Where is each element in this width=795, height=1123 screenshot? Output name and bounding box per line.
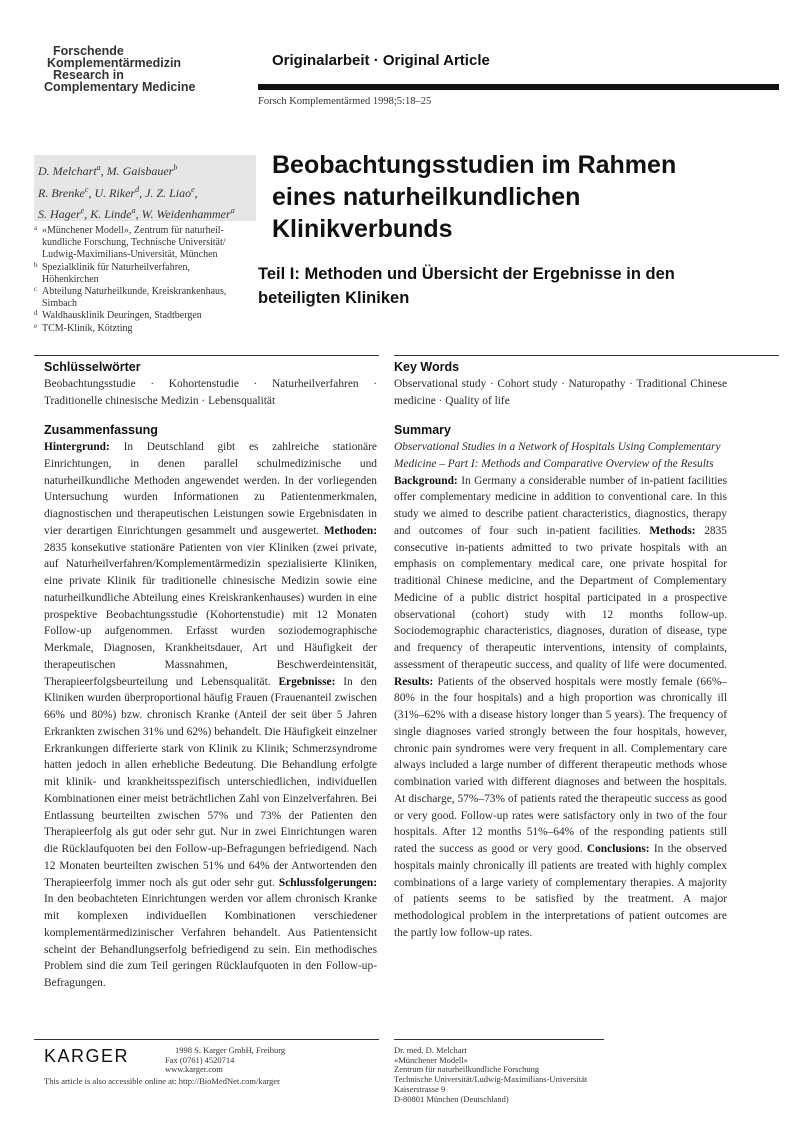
- affiliation-line: Abteilung Naturheilkunde, Kreiskrankenhaus,: [42, 286, 227, 298]
- article-subtitle: [258, 262, 783, 310]
- journal-line-3: Research in: [53, 68, 124, 82]
- section-label: Ergebnisse:: [278, 675, 336, 688]
- address-line: Dr. med. D. Melchart: [394, 1045, 467, 1055]
- abstract-text: In den Kliniken wurden überproportional häufig Frauen (Frauenanteil zwischen 66% und 80%) bzw. chronisch Kranke (Anteil der seit über 5 Jahren Erkrankten zwischen 31% und 62%) behandelt. Die Häufigkeit einzelner Erkrankungen differierte stark von Klinik zu Klinik; Schmerzsyndrome hatten jedoch in allen erhebliche Bedeutung. Die Behandlung erfolgte mit klinik- und krankheitsspezifisch unterschiedlichen, individuellen Kombinationen einer meist beträchtlichen Zahl von Einzelverfahren. Bei Entlassung beurteilten zwischen 57% und 73% der Patienten den Therapieerfolg als gut oder sehr gut. Nur in zwei Einrichtungen waren die Rücklaufquoten bei den Follow-up-Befragungen befriedigend. Nach 12 Monaten beurteilten zwischen 51% und 64% der Antwortenden den Therapieerfolg immer noch als gut oder sehr gut.: [44, 675, 377, 889]
- publisher-logo: KARGER: [44, 1046, 130, 1066]
- author-name: D. Melchart: [38, 164, 97, 178]
- affiliation-key: d: [34, 309, 38, 318]
- affiliation-line: TCM-Klinik, Kötzting: [42, 322, 133, 334]
- author-name: R. Brenke: [38, 185, 85, 200]
- abstract-text: 2835 konsekutive stationäre Patienten von vier Kliniken (zwei private, auf Naturheilverfahren/Komplementärmedizin spezialisierte Kliniken, eine private Klinik für traditionelle chinesische Medizin sowie eine naturheilkundliche Abteilung eines Kreiskrankenhauses) wurden in eine prospektive Beobachtungsstudie (Kohortenstudie) mit 12 Monaten Follow-up aufgenommen. Erfasst wurden soziodemographische Merkmale, Diagnosen, Krankheitsdauer, Art und Häufigkeit der therapeutischen Massnahmen, Beschwerdeintensität, Therapieerfolgsbeurteilung und Lebensqualität.: [44, 541, 377, 688]
- abstract-text: In the observed hospitals mainly chronically ill patients are treated with highly complex combinations of a large variety of complementary therapies. A majority of patients seems to be satisfied by the treatment. A major methodological problem in the interpretations of patient outcomes are the partly low follow-up rates.: [394, 843, 727, 939]
- affiliation-line: Ludwig-Maximilians-Universität, München: [42, 249, 218, 261]
- affiliation-line: «Münchener Modell», Zentrum für naturheil-: [42, 225, 224, 236]
- affiliation-line: Spezialklinik für Naturheilverfahren,: [42, 261, 190, 273]
- author-separator: ,: [84, 207, 91, 221]
- author-name: U. Riker: [94, 185, 136, 200]
- section-label: Hintergrund:: [44, 441, 110, 453]
- abstract-text: In Deutschland gibt es zahlreiche stationäre Einrichtungen, in denen parallel schulmedizinische und naturheilkundliche Methoden angewendet werden. In der vorliegenden Untersuchung wurden Informationen zu Patientenmerkmalen, diagnostischen und therapeutischen Leistungen sowie Ergebnisdaten in vier derartigen Einrichtungen gesammelt und ausgewertet.: [44, 441, 377, 537]
- abstract-de: [44, 439, 377, 992]
- author-sup: a: [96, 163, 101, 172]
- abstract-en: [394, 473, 727, 942]
- journal-name: [44, 45, 195, 93]
- author-line-3: [38, 202, 252, 224]
- author-name: W. Weidenhammer: [141, 207, 231, 221]
- address-line: «Münchener Modell»: [394, 1054, 468, 1065]
- section-label: Methods:: [649, 524, 696, 537]
- keywords-heading-de: Schlüsselwörter: [44, 360, 141, 374]
- affiliation-a: [34, 225, 256, 262]
- footer-right-rule: [394, 1039, 604, 1040]
- keywords-en: Observational study · Cohort study · Naturopathy · Traditional Chinese medicine · Quality of life: [394, 377, 727, 407]
- author-sup: e: [191, 184, 195, 194]
- online-access-note: This article is also accessible online at: http://BioMedNet.com/karger: [44, 1076, 280, 1086]
- affiliation-line: Waldhausklinik Deuringen, Stadtbergen: [42, 310, 202, 322]
- citation: Forsch Komplementärmed 1998;5:18–25: [258, 96, 432, 107]
- keywords-heading-en: Key Words: [394, 360, 460, 374]
- author-separator: ,: [194, 185, 198, 200]
- abstract-text: In den beobachteten Einrichtungen werden vor allem chronisch Kranke mit komplexen individuellen Kombinationen verschiedener komplementärmedizinischer Verfahren behandelt. Aus Patientensicht scheint der Behandlungserfolg befriedigend zu sein. Ein methodisches Problem sind die zum Teil geringen Rücklaufquoten in den Follow-up-Befragungen.: [44, 893, 377, 989]
- section-label: Results:: [394, 675, 434, 688]
- german-column: [44, 359, 377, 992]
- address-line: Kaiserstrasse 9: [394, 1083, 446, 1094]
- summary-heading-en: Summary: [394, 423, 451, 438]
- affiliation-key: a: [34, 224, 38, 232]
- author-separator: ,: [88, 185, 95, 200]
- affiliation-d: [34, 310, 256, 322]
- affiliation-line: Simbach: [42, 298, 77, 310]
- affiliations: [34, 225, 256, 335]
- journal-line-4: Complementary Medicine: [44, 80, 196, 94]
- abstract-text: In Germany a considerable number of in-patient facilities offer complementary medicine in addition to conventional care. In this study we aimed to describe patient characteristics, diagnostics, therapy and outcomes of four such in-patient facilities.: [394, 474, 727, 537]
- author-sup: a: [131, 206, 136, 215]
- author-line-2: [38, 181, 252, 203]
- publisher-website[interactable]: www.karger.com: [165, 1064, 223, 1075]
- address-line: D-80801 München (Deutschland): [394, 1093, 509, 1104]
- address-line: Zentrum für naturheilkundliche Forschung: [394, 1064, 540, 1075]
- author-separator: ,: [135, 207, 142, 221]
- keywords-de: Beobachtungsstudie · Kohortenstudie · Naturheilverfahren · Traditionelle chinesische Medizin · Lebensqualität: [44, 377, 377, 407]
- author-sup: e: [80, 206, 85, 215]
- journal-line-2: Komplementärmedizin: [47, 56, 182, 70]
- summary-heading-de: Zusammenfassung: [44, 423, 158, 438]
- right-column-rule: [394, 355, 779, 356]
- article-title: [272, 149, 782, 245]
- section-label: Background:: [394, 474, 458, 487]
- left-column-rule: [34, 355, 379, 356]
- subtitle-line: Teil I: Methoden und Übersicht der Ergebnisse in den: [258, 265, 675, 283]
- author-name: J. Z. Liao: [145, 185, 192, 200]
- journal-line-1: Forschende: [53, 44, 124, 58]
- affiliation-key: e: [34, 321, 38, 330]
- author-name: S. Hager: [38, 207, 81, 221]
- title-line: Beobachtungsstudien im Rahmen: [272, 151, 677, 179]
- article-type: Originalarbeit · Original Article: [272, 52, 490, 69]
- affiliation-b: [34, 262, 256, 286]
- summary-title-en: Observational Studies in a Network of Hospitals Using Complementary Medicine – Part I: Methods and Comparative Overview of the Results: [394, 441, 721, 470]
- address-line: Technische Universität/Ludwig-Maximilians-Universität: [394, 1074, 588, 1085]
- author-sup: d: [135, 184, 140, 194]
- fax: Fax (0761) 4520714: [165, 1054, 235, 1065]
- english-column: [394, 359, 727, 942]
- affiliation-line: Höhenkirchen: [42, 273, 99, 285]
- author-sup: b: [173, 163, 178, 172]
- footer-left-rule: [34, 1039, 379, 1040]
- copyright: 1998 S. Karger GmbH, Freiburg: [175, 1045, 286, 1055]
- author-name: M. Gaisbauer: [106, 164, 174, 178]
- section-label: Methoden:: [323, 524, 377, 537]
- author-name: K. Linde: [90, 207, 132, 221]
- affiliation-key: c: [34, 285, 38, 294]
- affiliation-line: kundliche Forschung, Technische Universität/: [42, 237, 226, 249]
- author-list: [34, 155, 256, 221]
- title-line: Klinikverbunds: [272, 215, 453, 243]
- abstract-text: Patients of the observed hospitals were mostly female (66%–80% in the four hospitals) and a high proportion was chronically ill (31%–62% with a disease history longer than 5 years). The frequency of single diagnoses varied strongly between the four hospitals, however, chronic pain syndromes were very frequent in all. Complementary care always included a large number of different therapeutic methods whose combination varied with different diagnoses and between the hospitals. At discharge, 57%–73% of patients rated the therapeutic success as good or very good. Follow-up rates were satisfactory only in two of the four hospitals. After 12 months 51%–64% of the responding patients still rated the success as good or very good.: [394, 675, 727, 855]
- author-separator: ,: [139, 185, 146, 200]
- affiliation-c: [34, 286, 256, 310]
- section-label: Conclusions:: [586, 843, 650, 855]
- abstract-text: 2835 consecutive in-patients admitted to two private hospitals with an emphasis on complementary medical care, one private hospital for traditional Chinese medicine, and the Department of Complementary Medicine of a public district hospital participated in a prospective observational (cohort) study with 12 months follow-up. Sociodemographic characteristics, diagnoses, duration of disease, type and frequency of therapeutic interventions, intensity of complaints, assessment of therapeutic success, and quality of life were documented.: [394, 524, 727, 671]
- author-sup: a: [230, 206, 235, 215]
- publisher-info: [165, 1046, 285, 1075]
- affiliation-e: [34, 323, 256, 335]
- subtitle-line: beteiligten Kliniken: [258, 289, 410, 307]
- author-separator: ,: [100, 164, 107, 178]
- header-rule: [258, 84, 779, 90]
- affiliation-key: b: [34, 260, 38, 269]
- author-sup: c: [84, 184, 89, 194]
- section-label: Schlussfolgerungen:: [278, 876, 377, 889]
- author-line-1: [38, 159, 252, 181]
- title-line: eines naturheilkundlichen: [272, 183, 581, 211]
- correspondence-address: [394, 1046, 587, 1104]
